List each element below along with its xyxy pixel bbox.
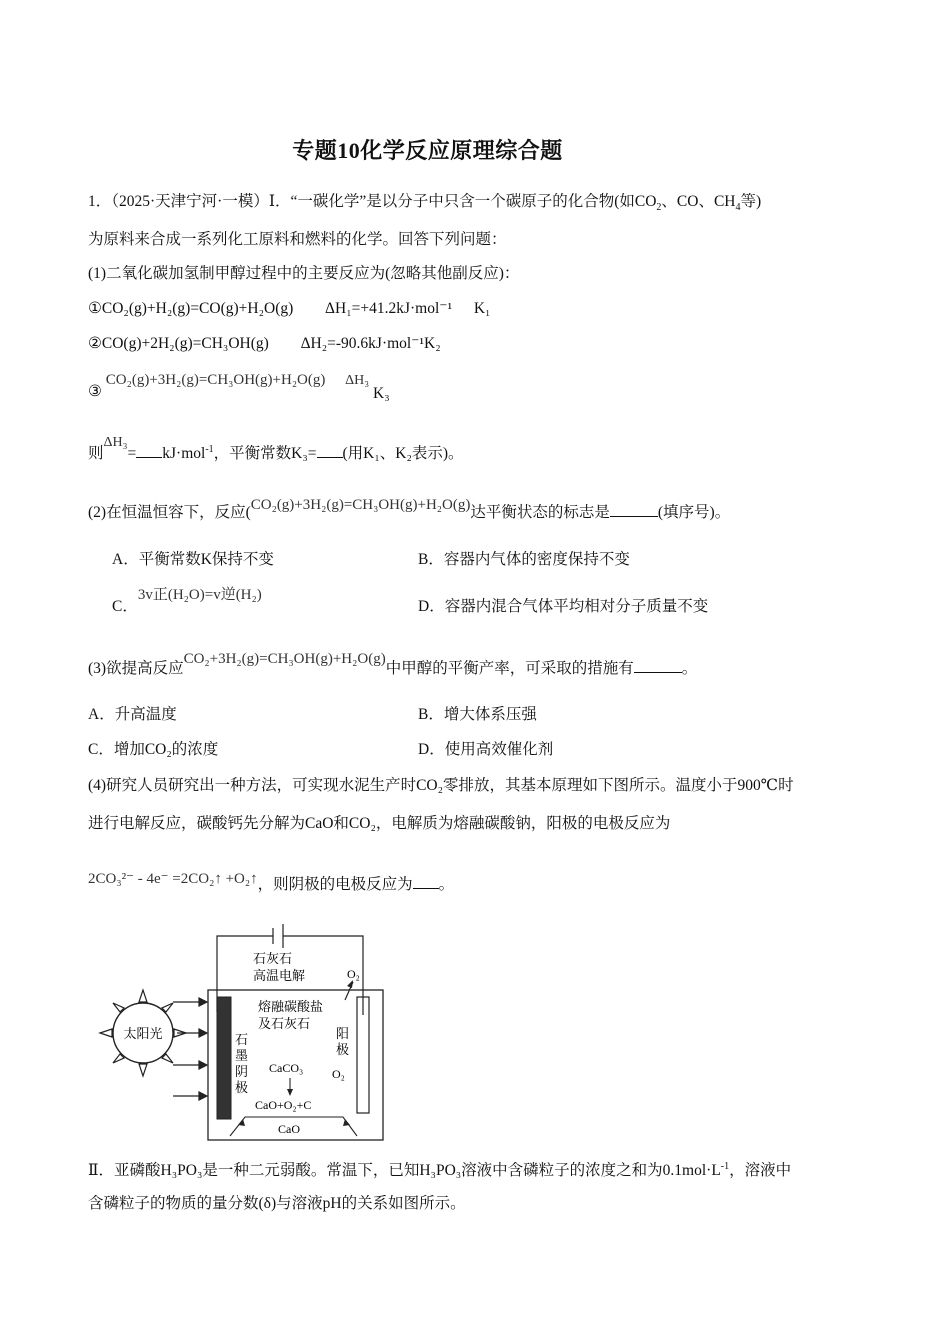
cathode-char-1: 石 bbox=[235, 1033, 249, 1048]
part4-line2: 进行电解反应，碳酸钙先分解为CaO和CO₂，电解质为熔融碳酸钠，阳极的电极反应为 bbox=[88, 815, 671, 832]
left-arrow-head bbox=[238, 1119, 245, 1126]
light-arrows bbox=[173, 998, 207, 1100]
answer-blank-part2[interactable] bbox=[610, 502, 658, 517]
sun-label: 太阳光 bbox=[123, 1027, 163, 1042]
label-o2-anode: O₂ bbox=[332, 1067, 345, 1081]
part2-question: (2)在恒温恒容下，反应(CO₂(g)+3H₂(g)=CH₃OH(g)+H₂O(g)达平衡状态的标志是 (填序号)。 bbox=[88, 497, 731, 521]
part3-option-c: C．增加CO₂的浓度 bbox=[88, 741, 219, 758]
anode-equation: 2CO₃²⁻ - 4e⁻ =2CO₂↑ +O₂↑ bbox=[88, 871, 258, 887]
part2-equation: CO₂(g)+3H₂(g)=CH₃OH(g)+H₂O(g) bbox=[250, 497, 471, 513]
part1-question: 则ΔH₃= kJ·mol$^{-1}$，平衡常数K₃= (用K₁、K₂表示)。 bbox=[88, 435, 464, 463]
label-limestone: 石灰石 bbox=[253, 952, 293, 967]
label-melt-1: 熔融碳酸盐 bbox=[258, 1000, 324, 1015]
part2-option-c: C．3v正(H₂O)=v逆(H₂) bbox=[112, 587, 262, 615]
electrolysis-diagram bbox=[95, 920, 395, 1145]
anode-char-1: 阳 bbox=[336, 1027, 350, 1042]
part2-option-a: A．平衡常数K保持不变 bbox=[112, 551, 274, 568]
answer-blank-part4[interactable] bbox=[413, 874, 439, 889]
answer-blank-dh3[interactable] bbox=[136, 443, 162, 458]
cathode-char-3: 阴 bbox=[235, 1065, 249, 1080]
part2-option-b: B．容器内气体的密度保持不变 bbox=[418, 551, 630, 568]
answer-blank-k3[interactable] bbox=[317, 443, 343, 458]
label-cao: CaO bbox=[278, 1122, 300, 1136]
reaction-3: ③ CO₂(g)+3H₂(g)=CH₃OH(g)+H₂O(g) ΔH₃ K₃ bbox=[88, 372, 390, 402]
part3-equation: CO₂+3H₂(g)=CH₃OH(g)+H₂O(g) bbox=[183, 651, 386, 667]
decomposition-arrow-head bbox=[287, 1089, 293, 1096]
part2-intro-line1: Ⅱ．亚磷酸H₃PO₃是一种二元弱酸。常温下，已知H₃PO₃溶液中含磷粒子的浓度之和为$0.1mol\cdot L^{-1}$，溶液中 bbox=[88, 1161, 792, 1180]
q1-part1-heading: (1)二氧化碳加氢制甲醇过程中的主要反应为(忽略其他副反应)： bbox=[88, 265, 520, 282]
page-title: 专题10化学反应原理综合题 bbox=[292, 138, 563, 163]
part3-question: (3)欲提高反应CO₂+3H₂(g)=CH₃OH(g)+H₂O(g)中甲醇的平衡产率，可采取的措施有 。 bbox=[88, 651, 698, 677]
anode-char-2: 极 bbox=[336, 1043, 350, 1058]
part4-line1: (4)研究人员研究出一种方法，可实现水泥生产时CO₂零排放，其基本原理如下图所示。温度小于900℃时 bbox=[88, 777, 794, 794]
part4-line3: 2CO₃²⁻ - 4e⁻ =2CO₂↑ +O₂↑，则阴极的电极反应为 。 bbox=[88, 871, 455, 893]
part2-intro-line2: 含磷粒子的物质的量分数(δ)与溶液pH的关系如图所示。 bbox=[88, 1195, 466, 1212]
part3-option-d: D．使用高效催化剂 bbox=[418, 741, 554, 758]
part2-option-d: D．容器内混合气体平均相对分子质量不变 bbox=[418, 598, 709, 615]
o2-arrow-head bbox=[347, 980, 353, 988]
part3-option-a: A．升高温度 bbox=[88, 706, 177, 723]
cathode-electrode bbox=[217, 997, 231, 1119]
cathode-char-2: 墨 bbox=[235, 1049, 249, 1064]
q1-intro-line2: 为原料来合成一系列化工原料和燃料的化学。回答下列问题： bbox=[88, 231, 507, 248]
part3-option-b: B．增大体系压强 bbox=[418, 706, 537, 723]
cathode-char-4: 极 bbox=[235, 1081, 249, 1096]
answer-blank-part3[interactable] bbox=[634, 658, 682, 673]
reaction-3-equation: CO₂(g)+3H₂(g)=CH₃OH(g)+H₂O(g) bbox=[105, 372, 326, 388]
label-o2-top: O₂ bbox=[347, 967, 360, 981]
label-products: CaO+O₂+C bbox=[255, 1098, 312, 1112]
label-caco3: CaCO₃ bbox=[269, 1061, 304, 1075]
right-arrow-head bbox=[343, 1119, 350, 1126]
reaction-2: ②CO(g)+2H₂(g)=CH₃OH(g) ΔH₂=-90.6kJ·mol⁻¹K₂ bbox=[88, 335, 441, 352]
reaction-1: ①CO₂(g)+H₂(g)=CO(g)+H₂O(g) ΔH₁=+41.2kJ·mol⁻¹ K₁ bbox=[88, 300, 491, 317]
label-electrolysis: 高温电解 bbox=[253, 969, 306, 984]
label-melt-2: 及石灰石 bbox=[258, 1017, 311, 1032]
q1-intro-line1: 1．（2025·天津宁河·一模）Ⅰ．“一碳化学”是以分子中只含一个碳原子的化合物(如$CO_2$、CO、$CH_4$等) bbox=[88, 193, 762, 214]
